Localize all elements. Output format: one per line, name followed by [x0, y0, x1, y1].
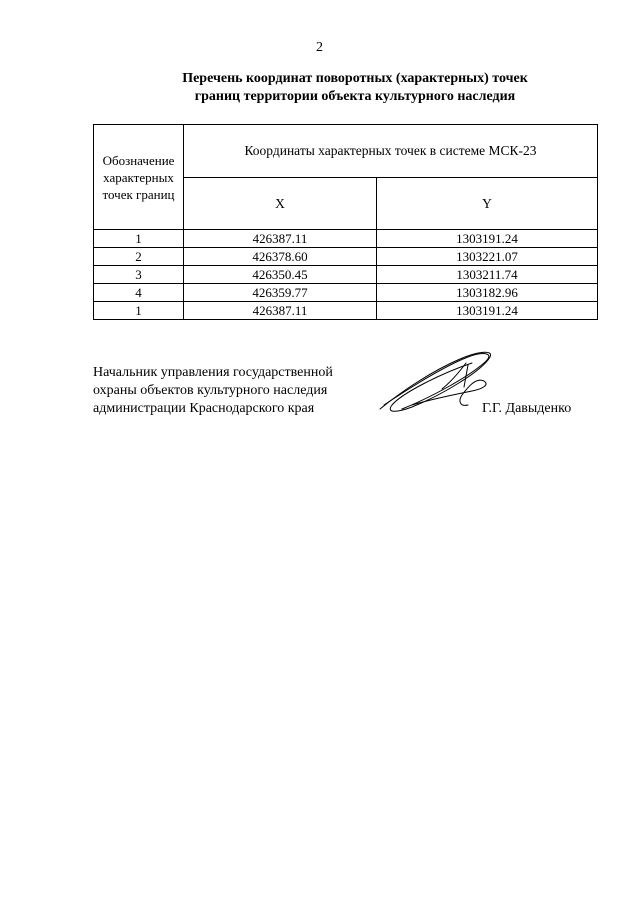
table-row	[94, 302, 598, 320]
cell-x: 426378.60	[184, 248, 377, 266]
table-row	[94, 248, 598, 266]
cell-x: 426359.77	[184, 284, 377, 302]
cell-point: 1	[94, 302, 184, 320]
signatory-position	[93, 364, 373, 418]
signer-name: Г.Г. Давыденко	[482, 401, 572, 416]
cell-point: 3	[94, 266, 184, 284]
cell-y: 1303182.96	[377, 284, 598, 302]
signatory-line-2: охраны объектов культурного наследия	[93, 383, 328, 398]
title-line-1: Перечень координат поворотных (характерных) точек	[182, 71, 528, 86]
document-title	[100, 70, 610, 106]
coordinates-table	[93, 124, 598, 320]
column-header-designation	[94, 125, 184, 230]
designation-header-line-2: характерных	[103, 169, 174, 185]
designation-header-line-3: точек границ	[102, 186, 175, 202]
designation-header-line-1: Обозначение	[102, 152, 175, 168]
table-row	[94, 230, 598, 248]
column-header-y: Y	[377, 178, 598, 230]
cell-y: 1303191.24	[377, 302, 598, 320]
cell-y: 1303191.24	[377, 230, 598, 248]
signatory-line-1: Начальник управления государственной	[93, 365, 333, 380]
signatory-line-3: администрации Краснодарского края	[93, 401, 315, 416]
cell-point: 4	[94, 284, 184, 302]
column-header-coordinate-system: Координаты характерных точек в системе МСК-23	[184, 125, 598, 178]
table-row	[94, 284, 598, 302]
page-number: 2	[316, 40, 323, 55]
table-row	[94, 266, 598, 284]
cell-x: 426350.45	[184, 266, 377, 284]
cell-y: 1303211.74	[377, 266, 598, 284]
column-header-x: X	[184, 178, 377, 230]
cell-point: 1	[94, 230, 184, 248]
cell-x: 426387.11	[184, 302, 377, 320]
cell-point: 2	[94, 248, 184, 266]
cell-y: 1303221.07	[377, 248, 598, 266]
cell-x: 426387.11	[184, 230, 377, 248]
title-line-2: границ территории объекта культурного наследия	[194, 89, 516, 104]
